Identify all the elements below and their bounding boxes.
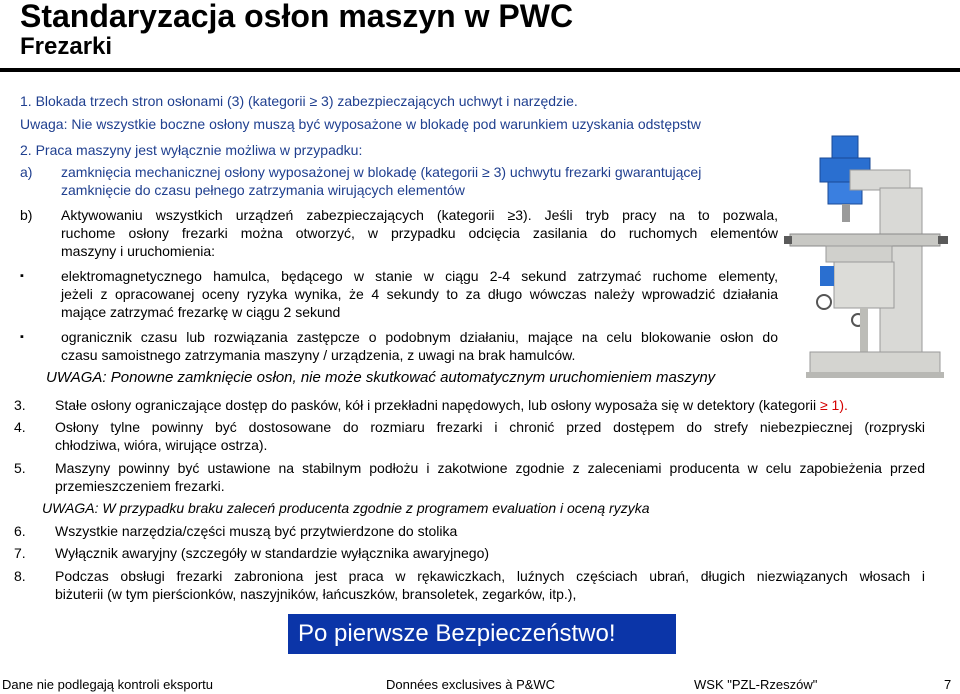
- item-5-line-1: Maszyny powinny być ustawione na stabilnym podłożu i zakotwione zgodnie z zaleceniami producenta w celu zapobieżenia przed: [55, 460, 925, 476]
- bullet-1-line-1: elektromagnetycznego hamulca, będącego w stanie w ciągu 2-4 sekund zatrzymać ruchome elementy,: [61, 268, 778, 284]
- footer-proprietary: Données exclusives à P&WC: [386, 677, 556, 692]
- item-6-number: 6.: [14, 523, 26, 539]
- item-2b-line-3: maszyny i uruchomienia:: [61, 243, 216, 259]
- bullet-1-line-2: jeżeli z opracowanej oceny ryzyka wynika, że 4 sekundy to za długo wówczas należy wprowadzić działania: [61, 286, 778, 302]
- milling-machine-image: [780, 130, 960, 380]
- item-3-number: 3.: [14, 397, 26, 413]
- item-2b-line-2: ruchome osłony frezarki można otworzyć, w przypadku odcięcia zasilania do ruchomych elementów: [61, 225, 778, 241]
- bullet-2-line-2: czasu samoistnego zatrzymania maszyny / urządzenia, z uwagi na brak hamulców.: [61, 347, 576, 363]
- page-title: Standaryzacja osłon maszyn w PWC: [20, 0, 574, 34]
- item-3-category: ≥ 1).: [819, 397, 848, 413]
- item-2a-line-2: zamknięcie do czasu pełnego zatrzymania wirujących elementów: [61, 182, 465, 198]
- warning-2: UWAGA: W przypadku braku zaleceń producenta zgodnie z programem evaluation i oceną ryzyka: [42, 500, 650, 516]
- item-2a-marker: a): [20, 164, 33, 180]
- item-3-text: [55, 395, 848, 415]
- item-3-main: Stałe osłony ograniczające dostęp do pasków, kół i przekładni napędowych, lub osłony wyposaża się w detektory (kategorii: [55, 397, 817, 413]
- item-8-line-2: biżuterii (w tym pierścionków, naszyjników, łańcuszków, bransoletek, zegarków, itp.),: [55, 586, 577, 602]
- warning-1: UWAGA: Ponowne zamknięcie osłon, nie może skutkować automatycznym uruchomieniem maszyny: [46, 369, 716, 386]
- item-2b-marker: b): [20, 207, 33, 223]
- safety-banner-text: Po pierwsze Bezpieczeństwo!: [298, 620, 616, 647]
- item-4-line-2: chłodziwa, wióra, wirujące ostrza).: [55, 437, 268, 453]
- item-8-number: 8.: [14, 568, 26, 584]
- item-2b-line-1: Aktywowaniu wszystkich urządzeń zabezpieczających (kategorii ≥3). Jeśli tryb pracy na to pozwala,: [61, 207, 778, 223]
- item-7-text: Wyłącznik awaryjny (szczegóły w standardzie wyłącznika awaryjnego): [55, 545, 490, 561]
- item-4-line-1: Osłony tylne powinny być dostosowane do rozmiaru frezarki i chronić przed dostępem do strefy niebezpiecznej (rozpryski: [55, 419, 925, 435]
- footer-company: WSK "PZL-Rzeszów": [694, 677, 818, 692]
- item-5-line-2: przemieszczeniem frezarki.: [55, 478, 225, 494]
- item-2a-line-1: zamknięcia mechanicznej osłony wyposażonej w blokadę (kategorii ≥ 3) uchwytu frezarki gwarantującej: [61, 164, 702, 180]
- bullet-1-line-3: mające zatrzymać frezarkę w ciągu 2 sekund: [61, 304, 341, 320]
- page-number: 7: [944, 677, 952, 692]
- item-8-line-1: Podczas obsługi frezarki zabroniona jest praca w rękawiczkach, luźnych częściach ubrań, długich niezwiązanych włosach i: [55, 568, 925, 584]
- item-5-number: 5.: [14, 460, 26, 476]
- item-1: 1. Blokada trzech stron osłonami (3) (kategorii ≥ 3) zabezpieczających uchwyt i narzędzie.: [20, 93, 578, 109]
- footer-export-note: Dane nie podlegają kontroli eksportu: [2, 677, 214, 692]
- bullet-2-icon: ▪: [20, 331, 24, 343]
- item-2: 2. Praca maszyny jest wyłącznie możliwa w przypadku:: [20, 142, 363, 158]
- note-1: Uwaga: Nie wszystkie boczne osłony muszą być wyposażone w blokadę pod warunkiem uzyskania odstępstw: [20, 116, 701, 132]
- item-4-number: 4.: [14, 419, 26, 435]
- item-6-text: Wszystkie narzędzia/części muszą być przytwierdzone do stolika: [55, 523, 458, 539]
- bullet-2-line-1: ogranicznik czasu lub rozwiązania zastępcze o podobnym działaniu, mające na celu blokowanie osłon do: [61, 329, 778, 345]
- item-7-number: 7.: [14, 545, 26, 561]
- bullet-1-icon: ▪: [20, 270, 24, 282]
- title-divider: [0, 68, 960, 72]
- page-subtitle: Frezarki: [20, 33, 113, 60]
